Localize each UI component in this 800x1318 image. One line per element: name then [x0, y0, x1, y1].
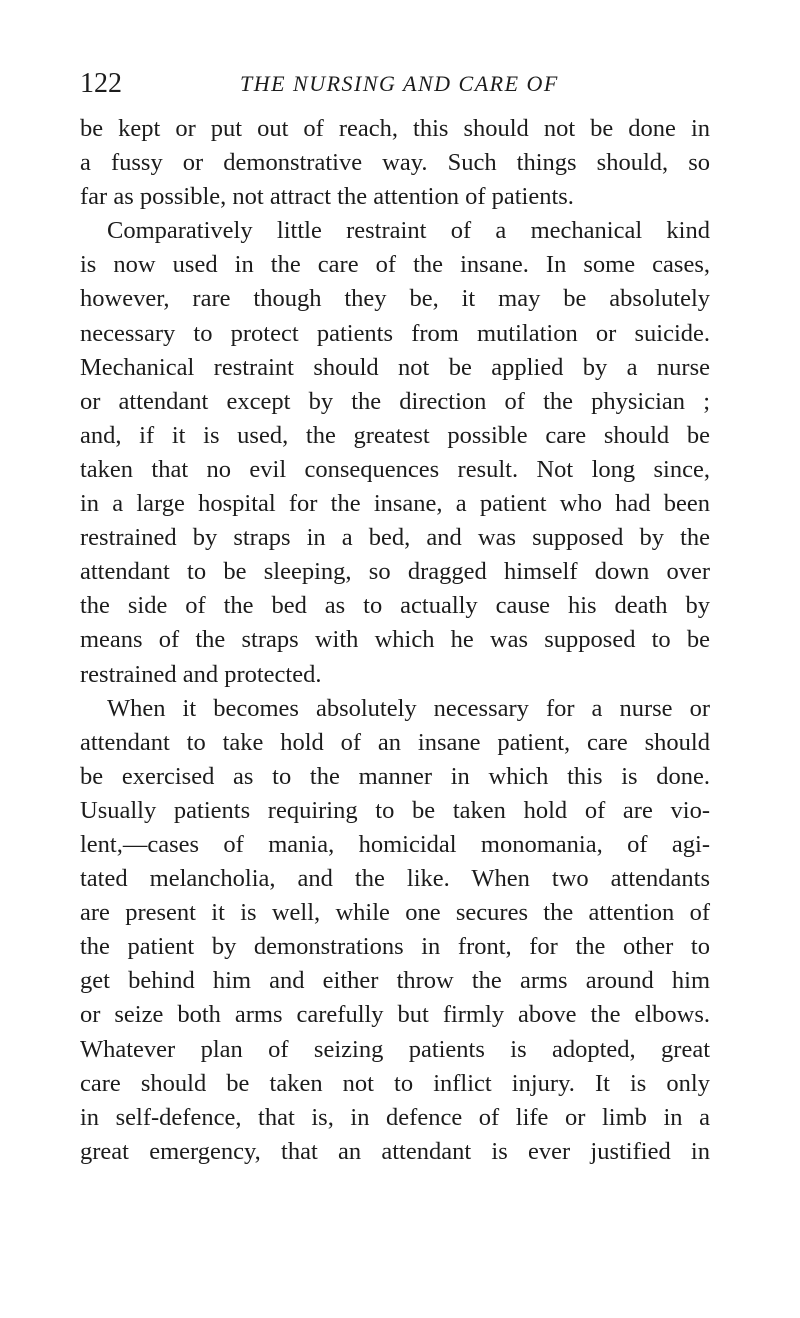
body-text [80, 112, 710, 1169]
running-title: THE NURSING AND CARE OF [240, 71, 559, 96]
text-line: or attendant except by the direction of the physician ; [80, 387, 710, 415]
text-line: Mechanical restraint should not be applied by a nurse [80, 353, 710, 381]
text-line: get behind him and either throw the arms around him [80, 967, 710, 995]
text-line: means of the straps with which he was supposed to be [80, 626, 710, 654]
text-line: are present it is well, while one secures the attention of [80, 899, 710, 927]
text-line: When it becomes absolutely necessary for a nurse or [107, 694, 710, 722]
text-line: be kept or put out of reach, this should not be done in [80, 115, 710, 142]
text-line: be exercised as to the manner in which this is done. [80, 762, 710, 790]
text-line: tated melancholia, and the like. When two attendants [80, 865, 710, 893]
page-number: 122 [80, 68, 122, 99]
text-line: in self-defence, that is, in defence of life or limb in a [80, 1103, 710, 1131]
text-line: or seize both arms carefully but firmly above the elbows. [80, 1001, 710, 1029]
text-line: the side of the bed as to actually cause his death by [80, 592, 710, 620]
page-header [80, 64, 700, 104]
text-line: necessary to protect patients from mutilation or suicide. [80, 319, 710, 347]
text-line: great emergency, that an attendant is ever justified in [80, 1137, 710, 1165]
text-line: in a large hospital for the insane, a patient who had been [80, 490, 710, 518]
text-line: restrained by straps in a bed, and was supposed by the [80, 524, 710, 552]
text-line: and, if it is used, the greatest possible care should be [80, 421, 710, 449]
text-line: attendant to take hold of an insane patient, care should [80, 728, 710, 756]
text-line: is now used in the care of the insane. In some cases, [80, 251, 710, 279]
text-line: care should be taken not to inflict injury. It is only [80, 1069, 710, 1097]
text-line: lent,—cases of mania, homicidal monomania, of agi- [80, 830, 710, 858]
text-line: a fussy or demonstrative way. Such things should, so [80, 149, 710, 177]
text-line: Whatever plan of seizing patients is adopted, great [80, 1035, 710, 1063]
text-line: the patient by demonstrations in front, for the other to [80, 933, 710, 961]
text-line: taken that no evil consequences result. Not long since, [80, 455, 710, 483]
text-line: restrained and protected. [80, 660, 322, 688]
text-line: Comparatively little restraint of a mechanical kind [107, 217, 710, 245]
text-line: however, rare though they be, it may be absolutely [80, 285, 710, 313]
text-line: attendant to be sleeping, so dragged himself down over [80, 558, 710, 586]
text-line: far as possible, not attract the attention of patients. [80, 183, 574, 211]
text-line: Usually patients requiring to be taken hold of are vio- [80, 796, 710, 824]
